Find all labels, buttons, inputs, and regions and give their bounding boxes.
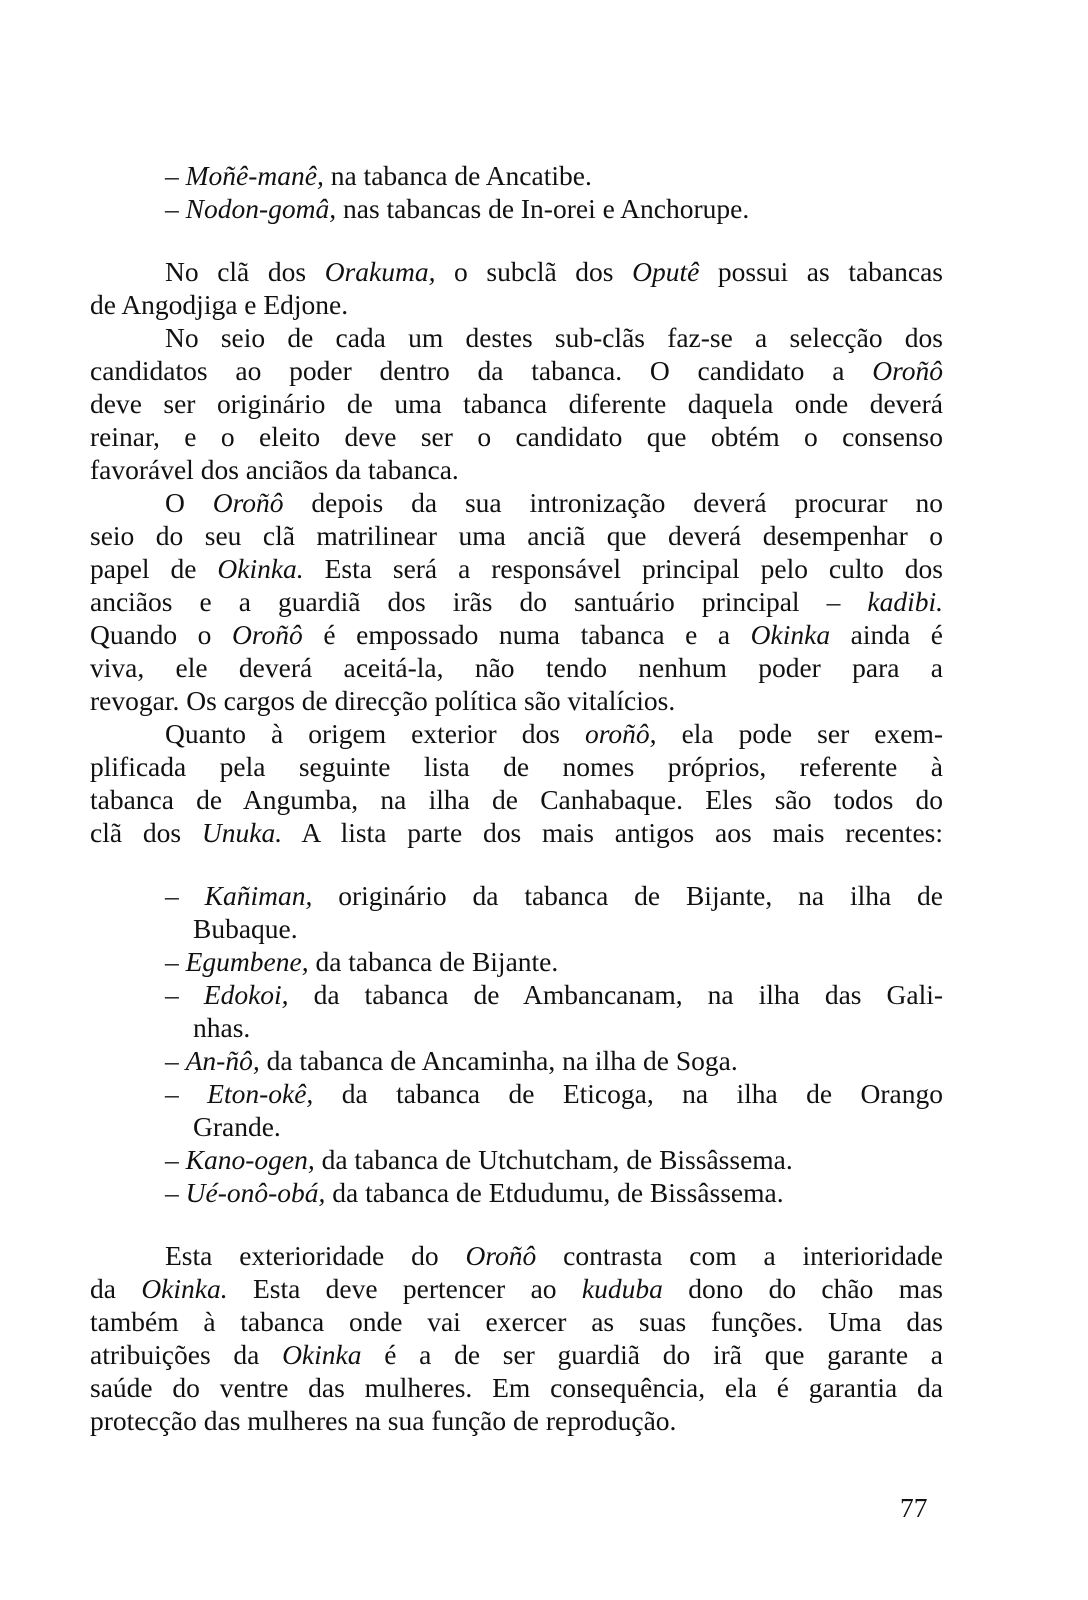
paragraph-line: reinar, e o eleito deve ser o candidato que obtém o consenso bbox=[90, 421, 943, 452]
list-item-continuation: nhas. bbox=[193, 1012, 251, 1043]
paragraph-line: deve ser originário de uma tabanca diferente daquela onde deverá bbox=[90, 388, 943, 419]
list-item: – Eton-okê, da tabanca de Eticoga, na ilha de Orango bbox=[165, 1078, 943, 1109]
paragraph-line: clã dos Unuka. A lista parte dos mais antigos aos mais recentes: bbox=[90, 817, 943, 848]
list-item: – Edokoi, da tabanca de Ambancanam, na ilha das Gali- bbox=[165, 979, 944, 1010]
paragraph-line: Esta exterioridade do Oroñô contrasta com a interioridade bbox=[165, 1240, 944, 1271]
paragraph-line: No seio de cada um destes sub-clãs faz-se a selecção dos bbox=[165, 322, 943, 353]
paragraph-line: da Okinka. Esta deve pertencer ao kuduba dono do chão mas bbox=[90, 1273, 943, 1304]
list-item: – An-ñô, da tabanca de Ancaminha, na ilha de Soga. bbox=[165, 1045, 738, 1076]
list-item: – Egumbene, da tabanca de Bijante. bbox=[165, 946, 559, 977]
paragraph-line: saúde do ventre das mulheres. Em consequência, ela é garantia da bbox=[90, 1372, 943, 1403]
paragraph-line: favorável dos anciãos da tabanca. bbox=[90, 454, 459, 485]
paragraph-line: revogar. Os cargos de direcção política são vitalícios. bbox=[90, 685, 676, 716]
paragraph-line: Quanto à origem exterior dos oroñô, ela pode ser exem- bbox=[165, 718, 943, 749]
page-number: 77 bbox=[900, 1492, 928, 1523]
paragraph-line: No clã dos Orakuma, o subclã dos Oputê possui as tabancas bbox=[165, 256, 943, 287]
paragraph-line: papel de Okinka. Esta será a responsável principal pelo culto dos bbox=[90, 553, 944, 584]
paragraph-line: plificada pela seguinte lista de nomes próprios, referente à bbox=[90, 751, 943, 782]
list-item: – Ué-onô-obá, da tabanca de Etdudumu, de Bissâssema. bbox=[165, 1177, 784, 1208]
paragraph-line: anciãos e a guardiã dos irãs do santuário principal – kadibi. bbox=[90, 586, 943, 617]
paragraph-line: de Angodjiga e Edjone. bbox=[90, 289, 349, 320]
list-item: – Kañiman, originário da tabanca de Bijante, na ilha de bbox=[165, 880, 943, 911]
list-item-continuation: Bubaque. bbox=[193, 913, 298, 944]
list-item: – Moñê-manê, na tabanca de Ancatibe. bbox=[165, 160, 592, 191]
paragraph-line: atribuições da Okinka é a de ser guardiã do irã que garante a bbox=[90, 1339, 943, 1370]
paragraph-line: também à tabanca onde vai exercer as suas funções. Uma das bbox=[90, 1306, 943, 1337]
paragraph-line: tabanca de Angumba, na ilha de Canhabaque. Eles são todos do bbox=[90, 784, 943, 815]
paragraph-line: O Oroñô depois da sua intronização deverá procurar no bbox=[165, 487, 943, 518]
list-item: – Nodon-gomâ, nas tabancas de In-orei e Anchorupe. bbox=[165, 193, 750, 224]
paragraph-line: Quando o Oroñô é empossado numa tabanca e a Okinka ainda é bbox=[90, 619, 943, 650]
list-item-continuation: Grande. bbox=[193, 1111, 281, 1142]
list-item: – Kano-ogen, da tabanca de Utchutcham, de Bissâssema. bbox=[165, 1144, 793, 1175]
paragraph-line: viva, ele deverá aceitá-la, não tendo nenhum poder para a bbox=[90, 652, 943, 683]
paragraph-line: protecção das mulheres na sua função de reprodução. bbox=[90, 1405, 677, 1436]
paragraph-line: candidatos ao poder dentro da tabanca. O candidato a Oroñô bbox=[90, 355, 943, 386]
paragraph-line: seio do seu clã matrilinear uma anciã que deverá desempenhar o bbox=[90, 520, 943, 551]
